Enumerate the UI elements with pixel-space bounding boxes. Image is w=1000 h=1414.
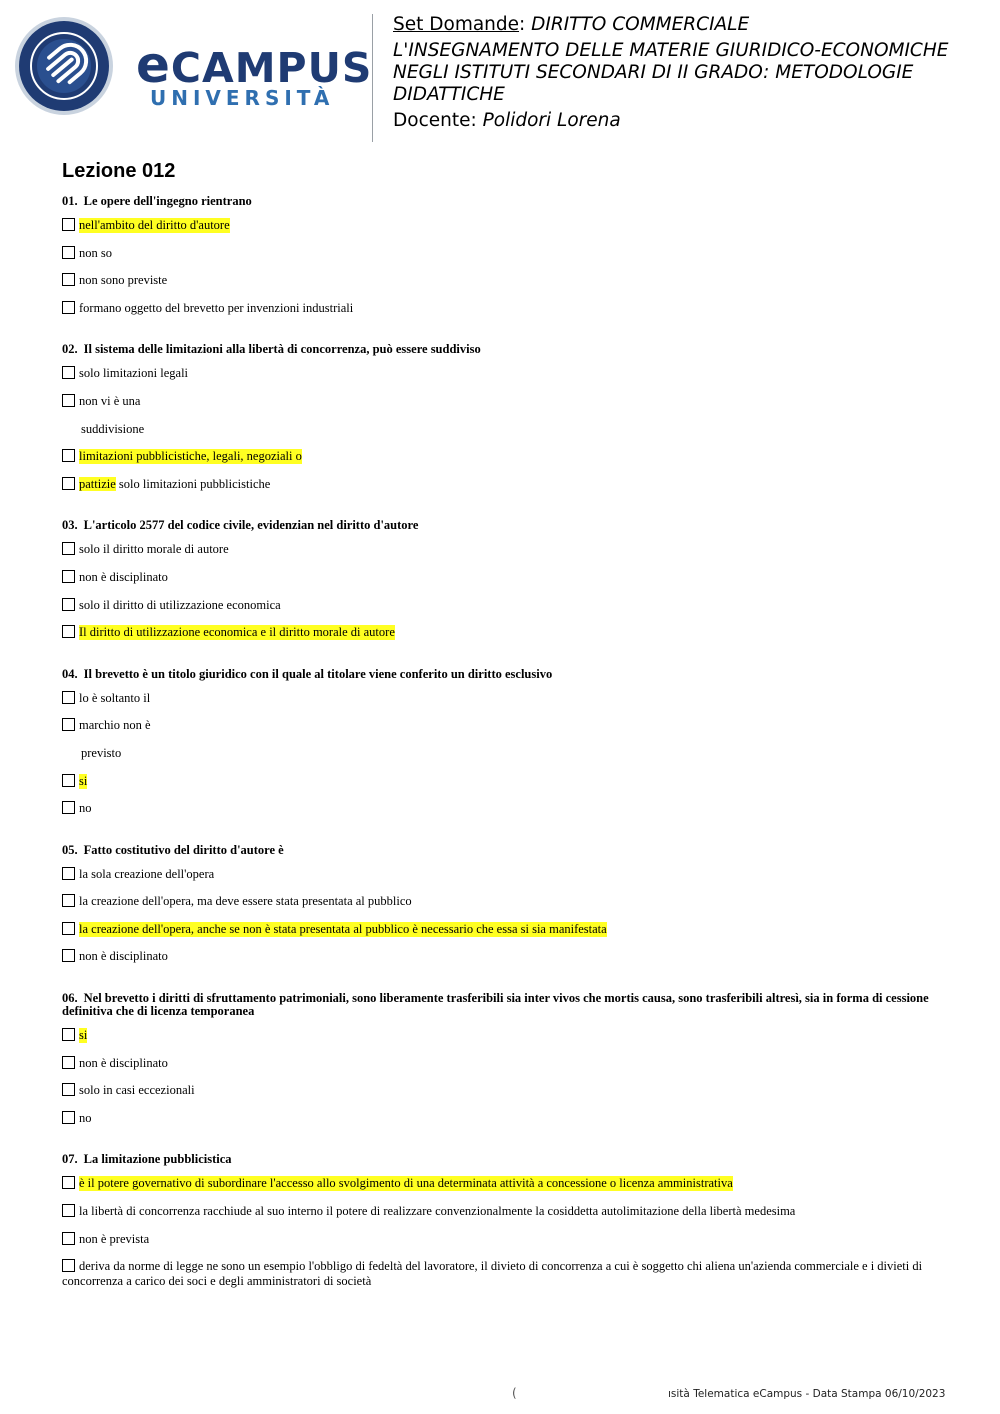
ecampus-logo xyxy=(14,16,373,116)
answer-text: solo il diritto morale di autore xyxy=(79,542,229,557)
checkbox[interactable] xyxy=(62,449,75,462)
answer-option[interactable] xyxy=(62,598,942,626)
question-set xyxy=(62,160,942,1304)
set-value: DIRITTO COMMERCIALE xyxy=(531,14,750,35)
answer-text: la creazione dell'opera, ma deve essere stata presentata al pubblico xyxy=(79,894,412,909)
correct-answer-text: la creazione dell'opera, anche se non è stata presentata al pubblico è necessario che essa si sia manifestata xyxy=(79,921,607,936)
answer-text: la sola creazione dell'opera xyxy=(79,866,215,881)
answer-text: non è disciplinato xyxy=(79,569,168,584)
correct-answer-text: si xyxy=(79,773,88,788)
answer-option[interactable] xyxy=(62,570,942,598)
question-05 xyxy=(62,844,942,977)
checkbox[interactable] xyxy=(62,1176,75,1189)
answer-text: no xyxy=(79,1110,92,1125)
logo-brand-text: CAMPUS xyxy=(170,44,373,92)
set-label: Set Domande xyxy=(393,14,520,35)
footer-print-info: ısità Telematica eCampus - Data Stampa 06/10/2023 xyxy=(668,1388,946,1400)
answer-option[interactable] xyxy=(62,449,942,477)
checkbox[interactable] xyxy=(62,774,75,787)
answer-option[interactable] xyxy=(62,273,942,301)
checkbox[interactable] xyxy=(62,801,75,814)
answer-option[interactable] xyxy=(62,1111,942,1139)
answer-text: formano oggetto del brevetto per invenzioni industriali xyxy=(79,300,354,315)
answer-option[interactable] xyxy=(62,542,942,570)
checkbox[interactable] xyxy=(62,598,75,611)
answer-option[interactable] xyxy=(62,691,942,719)
question-04 xyxy=(62,668,942,829)
question-02 xyxy=(62,343,942,504)
answer-option[interactable] xyxy=(62,301,942,329)
question-text: 01. Le opere dell'ingegno rientrano xyxy=(62,194,252,208)
checkbox[interactable] xyxy=(62,301,75,314)
answer-option[interactable] xyxy=(62,801,942,829)
teacher-label: Docente xyxy=(393,110,471,131)
answer-text: non sono previste xyxy=(79,273,168,288)
question-text: 06. Nel brevetto i diritti di sfruttamento patrimoniali, sono liberamente trasferibili sia inter vivos che mortis causa, sono trasferibili altresì, sia in forma di cessione definitiva che di licenza temporanea xyxy=(62,991,929,1019)
answer-continuation xyxy=(62,746,942,774)
answer-text: non è disciplinato xyxy=(79,1055,168,1070)
answer-option[interactable] xyxy=(62,366,942,394)
checkbox[interactable] xyxy=(62,477,75,490)
answer-option[interactable] xyxy=(62,1056,942,1084)
checkbox[interactable] xyxy=(62,1111,75,1124)
answer-text: solo limitazioni pubblicistiche xyxy=(115,476,271,491)
question-text: 03. L'articolo 2577 del codice civile, evidenzian nel diritto d'autore xyxy=(62,518,419,533)
answer-text: lo è soltanto il xyxy=(79,690,151,705)
checkbox[interactable] xyxy=(62,246,75,259)
correct-answer-text: limitazioni pubblicistiche, legali, negoziali o xyxy=(79,449,302,464)
answer-text: solo in casi eccezionali xyxy=(79,1083,195,1098)
checkbox[interactable] xyxy=(62,542,75,555)
answer-option[interactable] xyxy=(62,625,942,653)
answer-option[interactable] xyxy=(62,867,942,895)
answer-option[interactable] xyxy=(62,774,942,802)
checkbox[interactable] xyxy=(62,366,75,379)
question-text: 02. Il sistema delle limitazioni alla libertà di concorrenza, può essere suddiviso xyxy=(62,342,481,357)
answer-option[interactable] xyxy=(62,394,942,422)
answer-option[interactable] xyxy=(62,218,942,246)
answer-text: non è prevista xyxy=(79,1231,150,1246)
answer-text: no xyxy=(79,801,92,816)
question-text: 07. La limitazione pubblicistica xyxy=(62,1152,232,1167)
logo-wordmark: eCAMPUS xyxy=(136,36,373,94)
answer-option[interactable] xyxy=(62,1176,942,1204)
answer-option[interactable] xyxy=(62,894,942,922)
correct-answer-text: si xyxy=(79,1028,88,1043)
answer-text: previsto xyxy=(81,745,122,760)
teacher-name: Polidori Lorena xyxy=(482,110,621,131)
teacher-line: Docente: Polidori Lorena xyxy=(393,110,621,131)
answer-text: suddivisione xyxy=(81,421,145,436)
checkbox[interactable] xyxy=(62,1232,75,1245)
checkbox[interactable] xyxy=(62,691,75,704)
answer-text: solo limitazioni legali xyxy=(79,366,189,381)
answer-text: non vi è una xyxy=(79,393,141,408)
answer-option[interactable] xyxy=(62,477,942,505)
answer-option[interactable] xyxy=(62,246,942,274)
correct-answer-text: Il diritto di utilizzazione economica e il diritto morale di autore xyxy=(79,625,395,640)
answer-text: marchio non è xyxy=(79,718,151,733)
answer-text: non è disciplinato xyxy=(79,949,168,964)
checkbox[interactable] xyxy=(62,394,75,407)
correct-answer-text: pattizie xyxy=(79,476,116,491)
question-06 xyxy=(62,992,942,1138)
answer-text: la libertà di concorrenza racchiude al suo interno il potere di realizzare convenzionalmente la cosiddetta autolimitazione della libertà medesima xyxy=(79,1204,796,1219)
answer-text: non so xyxy=(79,245,112,260)
university-seal-icon xyxy=(14,16,114,116)
checkbox[interactable] xyxy=(62,1204,75,1217)
question-03 xyxy=(62,519,942,652)
answer-text: solo il diritto di utilizzazione economica xyxy=(79,597,281,612)
answer-continuation xyxy=(62,422,942,450)
checkbox[interactable] xyxy=(62,1028,75,1041)
correct-answer-text: nell'ambito del diritto d'autore xyxy=(79,218,230,232)
header-divider xyxy=(372,14,373,142)
answer-option[interactable] xyxy=(62,1259,942,1289)
answer-option[interactable] xyxy=(62,922,942,950)
header-info xyxy=(393,14,983,136)
checkbox[interactable] xyxy=(62,922,75,935)
logo-subtitle: UNIVERSITÀ xyxy=(150,86,335,110)
checkbox[interactable] xyxy=(62,218,75,231)
checkbox[interactable] xyxy=(62,570,75,583)
course-title: L'INSEGNAMENTO DELLE MATERIE GIURIDICO-ECONOMICHE NEGLI ISTITUTI SECONDARI DI II GRADO: METODOLOGIE DIDATTICHE xyxy=(393,40,949,105)
answer-option[interactable] xyxy=(62,1232,942,1260)
checkbox[interactable] xyxy=(62,1056,75,1069)
checkbox[interactable] xyxy=(62,1083,75,1096)
question-text: 04. Il brevetto è un titolo giuridico con il quale al titolare viene conferito un diritto esclusivo xyxy=(62,666,553,681)
checkbox[interactable] xyxy=(62,625,75,638)
set-line: Set Domande: DIRITTO COMMERCIALE xyxy=(393,14,750,35)
checkbox[interactable] xyxy=(62,867,75,880)
answer-text: deriva da norme di legge ne sono un esempio l'obbligo di fedeltà del lavoratore, il divieto di concorrenza a cui è soggetto chi aliena un'azienda commerciale e i divieti di concorrenza a carico dei soci e degli amministratori di società xyxy=(62,1259,923,1289)
checkbox[interactable] xyxy=(62,1259,75,1272)
question-01 xyxy=(62,195,942,328)
checkbox[interactable] xyxy=(62,273,75,286)
checkbox[interactable] xyxy=(62,718,75,731)
answer-option[interactable] xyxy=(62,949,942,977)
answer-option[interactable] xyxy=(62,1028,942,1056)
answer-option[interactable] xyxy=(62,718,942,746)
question-07 xyxy=(62,1153,942,1289)
footer-mark: ( xyxy=(512,1386,517,1400)
answer-option[interactable] xyxy=(62,1083,942,1111)
correct-answer-text: è il potere governativo di subordinare l'accesso allo svolgimento di una determinata attività a concessione o licenza amministrativa xyxy=(79,1176,733,1191)
checkbox[interactable] xyxy=(62,949,75,962)
lesson-title: Lezione 012 xyxy=(62,160,176,182)
checkbox[interactable] xyxy=(62,894,75,907)
answer-option[interactable] xyxy=(62,1204,942,1232)
question-text: 05. Fatto costitutivo del diritto d'autore è xyxy=(62,842,284,857)
